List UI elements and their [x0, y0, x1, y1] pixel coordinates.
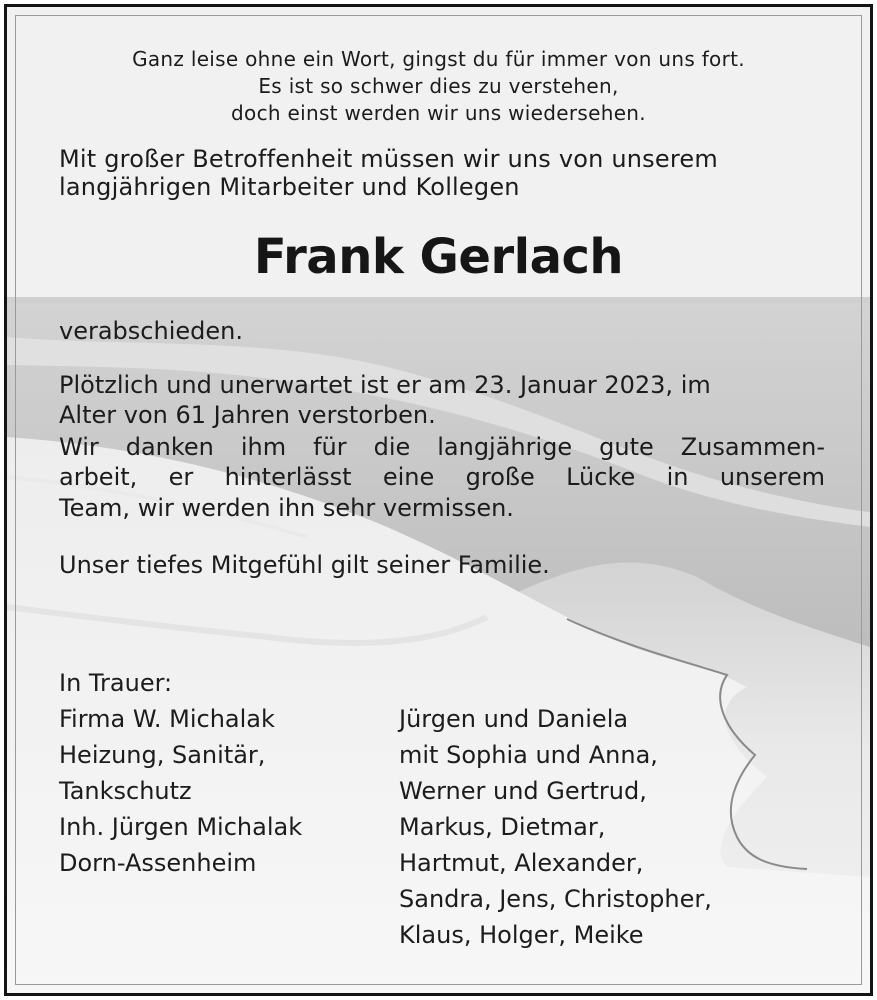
family-line: Sandra, Jens, Christopher,	[399, 885, 712, 913]
message-line-5: Team, wir werden ihn sehr vermissen.	[59, 494, 514, 522]
family-line: Markus, Dietmar,	[399, 813, 606, 841]
verabschieden-text: verabschieden.	[59, 317, 243, 345]
company-line: Heizung, Sanitär,	[59, 741, 266, 769]
condolence-text: Unser tiefes Mitgefühl gilt seiner Familie.	[59, 551, 550, 579]
intro-line-2: langjährigen Mitarbeiter und Kollegen	[59, 173, 520, 201]
message-line-3: Wir danken ihm für die langjährige gute Zusammen-	[59, 433, 825, 461]
deceased-name: Frank Gerlach	[253, 229, 624, 285]
family-line: Werner und Gertrud,	[399, 777, 647, 805]
company-line: Tankschutz	[59, 777, 192, 805]
family-line: Jürgen und Daniela	[399, 705, 629, 733]
company-line: Dorn-Assenheim	[59, 849, 257, 877]
intro-line-1: Mit großer Betroffenheit müssen wir uns von unserem	[59, 145, 718, 173]
company-line: Firma W. Michalak	[59, 705, 275, 733]
family-line: Klaus, Holger, Meike	[399, 921, 644, 949]
message-line-4: arbeit, er hinterlässt eine große Lücke in unserem	[59, 463, 825, 491]
poem-line-1: Ganz leise ohne ein Wort, gingst du für immer von uns fort.	[132, 47, 745, 71]
family-line: mit Sophia und Anna,	[399, 741, 658, 769]
mourners-heading: In Trauer:	[59, 669, 173, 697]
family-line: Hartmut, Alexander,	[399, 849, 644, 877]
poem-line-2: Es ist so schwer dies zu verstehen,	[258, 74, 619, 98]
message-line-1: Plötzlich und unerwartet ist er am 23. Januar 2023, im	[59, 371, 711, 399]
poem-line-3: doch einst werden wir uns wiedersehen.	[231, 101, 646, 125]
obituary-frame	[4, 4, 873, 996]
message-line-2: Alter von 61 Jahren verstorben.	[59, 401, 436, 429]
company-line: Inh. Jürgen Michalak	[59, 813, 303, 841]
